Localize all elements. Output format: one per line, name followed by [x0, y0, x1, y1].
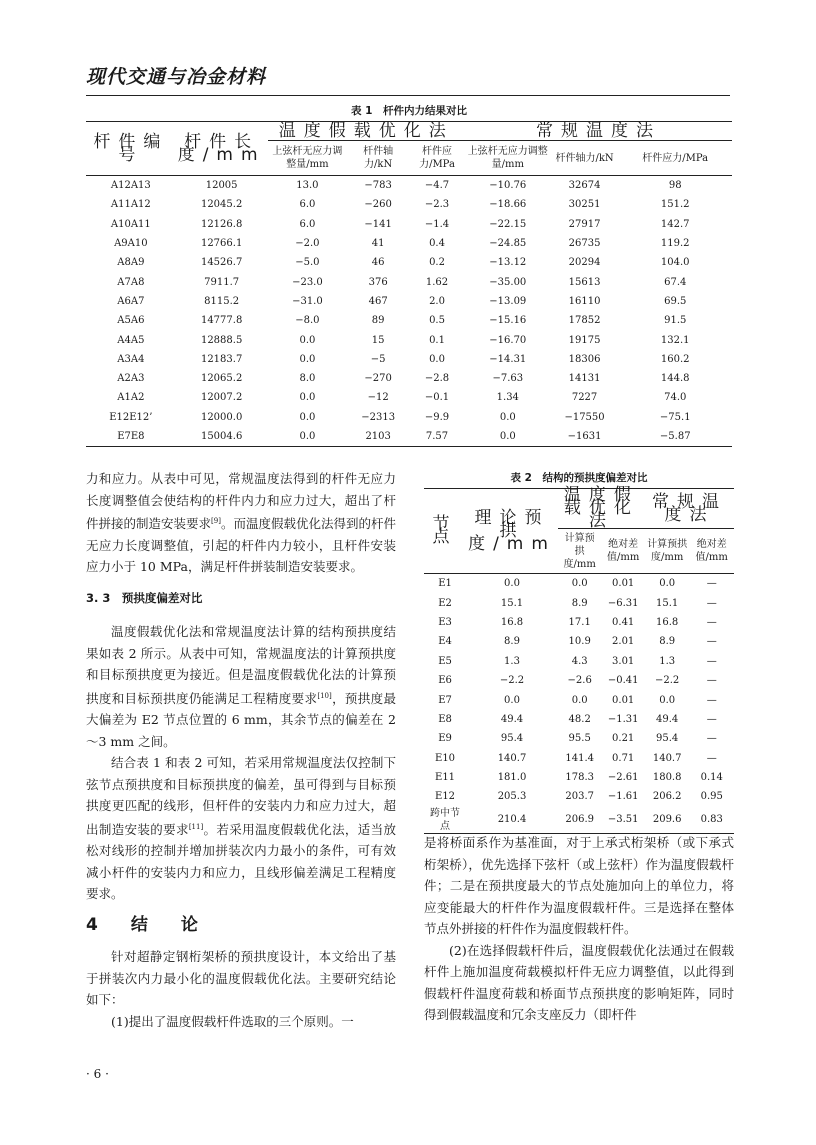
table1-row-cell: 0.0	[299, 334, 316, 346]
table2-row	[424, 768, 734, 787]
table2-row-cell: −1.61	[607, 791, 639, 803]
table2-sub-calc-b: 计算预拱度/mm	[645, 529, 690, 574]
table1-row-cell: −14.31	[489, 353, 527, 365]
table1-header-length: 杆件长度/mm	[176, 122, 268, 176]
table2-row-cell: −2.2	[499, 675, 525, 687]
table2-row-cell: —	[706, 578, 717, 590]
ref-11: [11]	[188, 822, 204, 831]
table1-row-cell: 17852	[568, 315, 601, 327]
left-para2-a: 温度假载优化法和常规温度法计算的结构预拱度结果如表 2 所示。从表中可知，常规温度法的计算预拱度和目标预拱度更为接近。但是温度假载优化法的计算预拱度和目标预拱度仍能满足工程精度要求	[86, 624, 396, 706]
table1-row-cell: 12766.1	[200, 238, 243, 250]
table2-row-cell: —	[706, 752, 717, 764]
table1-row-cell: 14777.8	[200, 315, 243, 327]
table1-row-cell: 98	[668, 180, 682, 192]
table1-row-cell: −783	[364, 180, 392, 192]
table2-row	[424, 710, 734, 729]
table1-row-cell: 14131	[568, 373, 601, 385]
table1-row-cell: A9A10	[114, 238, 148, 250]
table1-row-cell: 30251	[568, 199, 601, 211]
table1-row-cell: −35.00	[489, 276, 527, 288]
table2-row	[424, 729, 734, 748]
table2-row	[424, 749, 734, 768]
table2-row-cell: 0.83	[689, 807, 734, 834]
table2-row	[424, 652, 734, 671]
table1-row-cell: 151.2	[660, 199, 690, 211]
table2-row-cell: —	[706, 616, 717, 628]
table1-row	[86, 350, 732, 369]
table1-row-cell: 91.5	[664, 315, 687, 327]
table1-row-cell: −75.1	[659, 411, 691, 423]
table1-row	[86, 272, 732, 291]
table1-row	[86, 427, 732, 447]
table1-row-cell: −1631	[551, 427, 619, 447]
table2-row	[424, 632, 734, 651]
table2-row-cell: 8.9	[504, 636, 520, 648]
left-column	[86, 468, 396, 1032]
table1-row	[86, 330, 732, 349]
table1-row-cell: −22.15	[489, 218, 527, 230]
table1-row-cell: 12888.5	[200, 334, 243, 346]
table1-row-cell: 26735	[568, 238, 601, 250]
table2-row-cell: −6.31	[607, 597, 639, 609]
table2-row-cell: 0.0	[659, 694, 676, 706]
table1-row-cell: 27917	[568, 218, 601, 230]
table1-row-cell: −4.7	[424, 180, 450, 192]
table1-row-cell: −5	[370, 353, 386, 365]
table2-row-cell: 0.95	[700, 791, 723, 803]
left-para3-a: 结合表 1 和表 2 可知，若采用常规温度法仅控制下弦节点预拱度和目标预拱度的偏差，虽可得到与目标预拱度更匹配的线形，但杆件的安装内力和应力过大，超出制造安装的要求	[86, 755, 396, 837]
table1-row-cell: A5A6	[117, 315, 145, 327]
left-para1-a: 力和应力。从表中可见，常规温度法得到的杆件无应力长度调整值会使结构的杆件内力和应力过大，超出了杆件拼接的制造安装要求	[86, 471, 396, 532]
table2-row-cell: 206.2	[652, 791, 682, 803]
table1-row-cell: −12	[367, 392, 389, 404]
table1-row-cell: 2.0	[429, 295, 445, 307]
table1-row-cell: 0.1	[429, 334, 445, 346]
table2-row-cell: E12	[435, 791, 456, 803]
table1-row	[86, 176, 732, 196]
table2-row-cell: 15.1	[656, 597, 679, 609]
table2-row-cell: 206.9	[558, 807, 601, 834]
table1-sub-force-a: 杆件轴力/kN	[347, 141, 409, 176]
table1-row-cell: 14526.7	[200, 257, 243, 269]
table2-row-cell: —	[706, 694, 717, 706]
table2-row-cell: E9	[438, 733, 452, 745]
table1-row-cell: 0.5	[429, 315, 445, 327]
table2-row-cell: E7	[438, 694, 452, 706]
table2-row-cell: 178.3	[565, 772, 594, 784]
table1-row-cell: −5.0	[295, 257, 320, 269]
table1-row-cell: 46	[371, 257, 385, 269]
table1-row-cell: 6.0	[299, 218, 316, 230]
table1-row-cell: 132.1	[660, 334, 690, 346]
table1-row-cell: A1A2	[117, 392, 145, 404]
table1-caption: 表 1 杆件内力结果对比	[351, 105, 467, 117]
table1-row-cell: 0.0	[499, 411, 516, 423]
table1-row-cell: −2.0	[295, 238, 320, 250]
table1-row-cell: A4A5	[117, 334, 145, 346]
table2-row-cell: 0.0	[504, 578, 520, 590]
right-column	[424, 832, 734, 1026]
table2-row-cell: 17.1	[568, 616, 591, 628]
table2-row-cell: 0.71	[612, 752, 635, 764]
table1-row-cell: −2.3	[424, 199, 450, 211]
table1-row-cell: −7.63	[492, 373, 524, 385]
table2-sub-diff-b: 绝对差值/mm	[689, 529, 734, 574]
table2-row-cell: 跨中节点	[424, 807, 466, 834]
table2-row-cell: E3	[438, 616, 452, 628]
table2-row	[424, 613, 734, 632]
table1-sub-force-b: 杆件轴力/kN	[551, 141, 619, 176]
table1-row-cell: 7911.7	[204, 276, 240, 288]
table1-row-cell: 12007.2	[200, 392, 243, 404]
table1-row-cell: −270	[364, 373, 392, 385]
table2-row-cell: 0.14	[700, 772, 723, 784]
table1-row-cell: 15	[371, 334, 385, 346]
table1-sub-adjust-a: 上弦杆无应力调整量/mm	[268, 141, 348, 176]
table1-sub-adjust-b: 上弦杆无应力调整量/mm	[465, 141, 551, 176]
journal-logo: 现代交通与冶金材料	[86, 66, 267, 88]
table2-row-cell: 203.7	[565, 791, 594, 803]
table1-row-cell: −23.0	[292, 276, 323, 288]
table1-row-cell: 144.8	[660, 373, 690, 385]
table2-row	[424, 807, 734, 834]
table1-row-cell: A11A12	[110, 199, 151, 211]
right-para2: (2)在选择假载杆件后，温度假载优化法通过在假载杆件上施加温度荷载模拟杆件无应力调整值，以此得到假载杆件温度荷载和桥面节点预拱度的影响矩阵，同时得到假载温度和冗余支座反力（即杆件	[424, 942, 734, 1022]
table2-row-cell: 4.3	[571, 655, 588, 667]
table2-group-temp-fake-load: 温度假载优化法	[558, 489, 645, 529]
table1-row-cell: A2A3	[117, 373, 145, 385]
table2-header-theory: 理论预拱度/mm	[466, 489, 558, 574]
table2-row-cell: 1.3	[504, 655, 520, 667]
table2-row-cell: E10	[435, 752, 456, 764]
table1-row-cell: 142.7	[660, 218, 690, 230]
table1-row	[86, 253, 732, 272]
table1-row-cell: −17550	[564, 411, 605, 423]
table1-row-cell: 41	[371, 238, 385, 250]
table1-row-cell: 1.34	[496, 392, 519, 404]
table1-row-cell: 12000.0	[200, 411, 243, 423]
table1-group-temp-fake-load: 温度假载优化法	[268, 122, 465, 141]
table2-row-cell: E11	[435, 772, 456, 784]
table2-row-cell: 0.0	[571, 694, 588, 706]
table1-row-cell: −31.0	[292, 295, 323, 307]
table2-row-cell: —	[706, 655, 717, 667]
table2-sub-diff-a: 绝对差值/mm	[601, 529, 644, 574]
table1-row-cell: −8.0	[295, 315, 320, 327]
table1-row-cell: 20294	[568, 257, 601, 269]
header-rule	[86, 95, 730, 96]
table2-row-cell: —	[706, 733, 717, 745]
table1-row	[86, 388, 732, 407]
table1-row-cell: E7E8	[86, 427, 176, 447]
table2-row-cell: −2.6	[567, 675, 592, 687]
table1-row-cell: −16.70	[489, 334, 527, 346]
table1-row-cell: 15004.6	[176, 427, 268, 447]
table1-row-cell: −9.9	[424, 411, 450, 423]
left-para2-b: ，预拱度最大偏差为 E2 节点位置的 6 mm，其余节点的偏差在 2～3 mm 之间。	[86, 690, 396, 749]
table2-row-cell: —	[706, 636, 717, 648]
table2-row-cell: 0.21	[612, 733, 635, 745]
table1-row	[86, 234, 732, 253]
table1-row-cell: −10.76	[489, 180, 527, 192]
table1-row-cell: 0.4	[429, 238, 445, 250]
table1-row-cell: 104.0	[660, 257, 690, 269]
table1-row-cell: A6A7	[117, 295, 145, 307]
table1-row-cell: 1.62	[425, 276, 449, 288]
table2-row-cell: E6	[438, 675, 452, 687]
table1-row-cell: 6.0	[299, 199, 316, 211]
table2-header-node: 节点	[424, 489, 466, 574]
table2-row-cell: E4	[438, 636, 452, 648]
table2-row-cell: 140.7	[652, 752, 682, 764]
table2-row-cell: −2.2	[655, 675, 680, 687]
table2-row-cell: 0.0	[504, 694, 520, 706]
table1-row-cell: 119.2	[660, 238, 690, 250]
table1-row-cell: 0.2	[429, 257, 445, 269]
table2-row-cell: E2	[438, 597, 452, 609]
table2-caption: 表 2 结构的预拱度偏差对比	[510, 472, 648, 484]
table2-row-cell: 95.4	[656, 733, 679, 745]
table2-row-cell: 49.4	[500, 713, 524, 725]
table2-row-cell: 205.3	[497, 791, 527, 803]
table1-row-cell: 12065.2	[200, 373, 243, 385]
table1-row-cell: −15.16	[489, 315, 527, 327]
table1-row-cell: −0.1	[424, 392, 450, 404]
table1-row-cell: 0.0	[299, 411, 316, 423]
table2-sub-calc-a: 计算预拱度/mm	[558, 529, 601, 574]
table1-group-conventional: 常规温度法	[465, 122, 732, 141]
table1-row-cell: A10A11	[110, 218, 151, 230]
left-para3-b: 。若采用温度假载优化法，适当放松对线形的控制并增加拼装次内力最小的条件，可有效减小杆件的安装内力和应力，且线形偏差满足工程精度要求。	[86, 821, 396, 902]
table2-row-cell: 48.2	[568, 713, 591, 725]
table1-row-cell: −18.66	[489, 199, 527, 211]
table1-row-cell: A12A13	[110, 180, 151, 192]
table2-row-cell: −3.51	[601, 807, 644, 834]
table1-row-cell: E12E12’	[109, 411, 153, 423]
table1-row-cell: 12183.7	[200, 353, 243, 365]
table1-row-cell: −13.09	[489, 295, 527, 307]
table1-sub-stress-b: 杆件应力/MPa	[618, 141, 732, 176]
table2-row-cell: 15.1	[500, 597, 524, 609]
left-para5: (1)提出了温度假载杆件选取的三个原则。一	[111, 1013, 354, 1029]
table2-row	[424, 671, 734, 690]
table2-row-cell: 49.4	[656, 713, 679, 725]
table2-row-cell: 0.01	[612, 694, 635, 706]
table2-row-cell: —	[706, 713, 717, 725]
table2-row-cell: 140.7	[497, 752, 527, 764]
table1-row-cell: 8.0	[299, 373, 316, 385]
table1-sub-stress-a: 杆件应力/MPa	[409, 141, 465, 176]
table2-row	[424, 593, 734, 612]
table1-row-cell: 2103	[347, 427, 409, 447]
table2-row-cell: E8	[438, 713, 452, 725]
table1-row-cell: −5.87	[618, 427, 732, 447]
section-3-3-heading: 3. 3 预拱度偏差对比	[86, 590, 203, 605]
table1-row-cell: 13.0	[296, 180, 319, 192]
table1-row-cell: 7227	[571, 392, 598, 404]
table2-row-cell: 0.0	[571, 578, 588, 590]
section-4-heading: 4 结 论	[86, 914, 206, 935]
table1-row-cell: 19175	[568, 334, 601, 346]
table1-row	[86, 195, 732, 214]
table2-row-cell: 0.01	[612, 578, 635, 590]
table2-row-cell: 210.4	[466, 807, 558, 834]
ref-10: [10]	[317, 691, 332, 700]
table2-row-cell: 1.3	[659, 655, 676, 667]
table1-row	[86, 311, 732, 330]
table1-row-cell: −24.85	[489, 238, 527, 250]
right-para1: 是将桥面系作为基准面，对于上承式桁架桥（或下承式桁架桥），优先选择下弦杆（或上弦杆）作为温度假载杆件；二是在预拱度最大的节点处施加向上的单位力，将应变能最大的杆件作为温度假载杆件。三是选择在整体节点外拼接的杆件作为温度假载杆件。	[424, 835, 734, 936]
table2-row-cell: E1	[438, 578, 452, 590]
table2-row-cell: 0.0	[659, 578, 676, 590]
table2-row-cell: 180.8	[652, 772, 682, 784]
table2-row-cell: 8.9	[571, 597, 588, 609]
table2	[424, 485, 734, 834]
table1-row-cell: −2.8	[424, 373, 450, 385]
table1-row-cell: A8A9	[117, 257, 145, 269]
table1-row-cell: 0.0	[299, 353, 316, 365]
table1-row-cell: 12126.8	[200, 218, 243, 230]
table1-row-cell: 0.0	[465, 427, 551, 447]
table2-row-cell: 209.6	[645, 807, 690, 834]
table2-row	[424, 574, 734, 594]
left-para1-b: 。而温度假载优化法得到的杆件无应力长度调整值，引起的杆件内力较小，且杆件安装应力小于 10 MPa，满足杆件拼装制造安装要求。	[86, 516, 396, 575]
table1-row-cell: 0.0	[268, 427, 348, 447]
table2-row-cell: 181.0	[497, 772, 527, 784]
table1-row	[86, 215, 732, 234]
table2-row-cell: 2.01	[612, 636, 635, 648]
table1-row-cell: 160.2	[660, 353, 690, 365]
ref-9: [9]	[211, 517, 221, 525]
table2-row	[424, 787, 734, 806]
table1-row-cell: 7.57	[409, 427, 465, 447]
table1-row	[86, 292, 732, 311]
table1-row-cell: 32674	[568, 180, 601, 192]
table1-row	[86, 408, 732, 427]
table1-row-cell: 67.4	[664, 276, 687, 288]
table2-group-conventional: 常规温度法	[645, 489, 734, 529]
table2-row-cell: −0.41	[607, 675, 639, 687]
table1-row-cell: −260	[364, 199, 392, 211]
table2-row	[424, 690, 734, 709]
page-number: · 6 ·	[86, 1067, 109, 1081]
table1-row-cell: −141	[364, 218, 392, 230]
table2-row-cell: —	[706, 597, 717, 609]
table2-row-cell: 95.4	[500, 733, 524, 745]
table2-row-cell: E5	[438, 655, 452, 667]
table2-row-cell: 95.5	[568, 733, 591, 745]
table1-row-cell: 8115.2	[204, 295, 240, 307]
table1-row-cell: −1.4	[424, 218, 450, 230]
table2-row-cell: −2.61	[607, 772, 639, 784]
table1-row-cell: A3A4	[117, 353, 145, 365]
table1-row-cell: 15613	[568, 276, 601, 288]
table2-row-cell: 16.8	[656, 616, 679, 628]
table1-row-cell: 12005	[205, 180, 238, 192]
table1	[86, 121, 732, 447]
table1-row-cell: 74.0	[664, 392, 687, 404]
table1-row-cell: A7A8	[117, 276, 145, 288]
table1-row-cell: 12045.2	[200, 199, 243, 211]
table2-row-cell: −1.31	[607, 713, 639, 725]
table1-row-cell: 0.0	[429, 353, 445, 365]
table1-row-cell: −13.12	[489, 257, 527, 269]
table1-row-cell: 16110	[568, 295, 601, 307]
table1-row	[86, 369, 732, 388]
table2-row-cell: —	[706, 675, 717, 687]
table2-row-cell: 8.9	[659, 636, 676, 648]
table1-row-cell: 69.5	[664, 295, 687, 307]
left-para4: 针对超静定钢桁架桥的预拱度设计，本文给出了基于拼装次内力最小化的温度假载优化法。主要研究结论如下：	[86, 949, 396, 1008]
table1-row-cell: −2313	[361, 411, 396, 423]
table2-row-cell: 10.9	[568, 636, 591, 648]
table2-row-cell: 16.8	[500, 616, 524, 628]
table1-row-cell: 89	[371, 315, 385, 327]
table2-row-cell: 3.01	[612, 655, 635, 667]
table1-header-id: 杆件编号	[86, 122, 176, 176]
table2-row-cell: 0.41	[612, 616, 635, 628]
table1-row-cell: 467	[368, 295, 388, 307]
table1-row-cell: 0.0	[299, 392, 316, 404]
table2-row-cell: 141.4	[565, 752, 594, 764]
table1-row-cell: 376	[368, 276, 388, 288]
table1-row-cell: 18306	[568, 353, 601, 365]
